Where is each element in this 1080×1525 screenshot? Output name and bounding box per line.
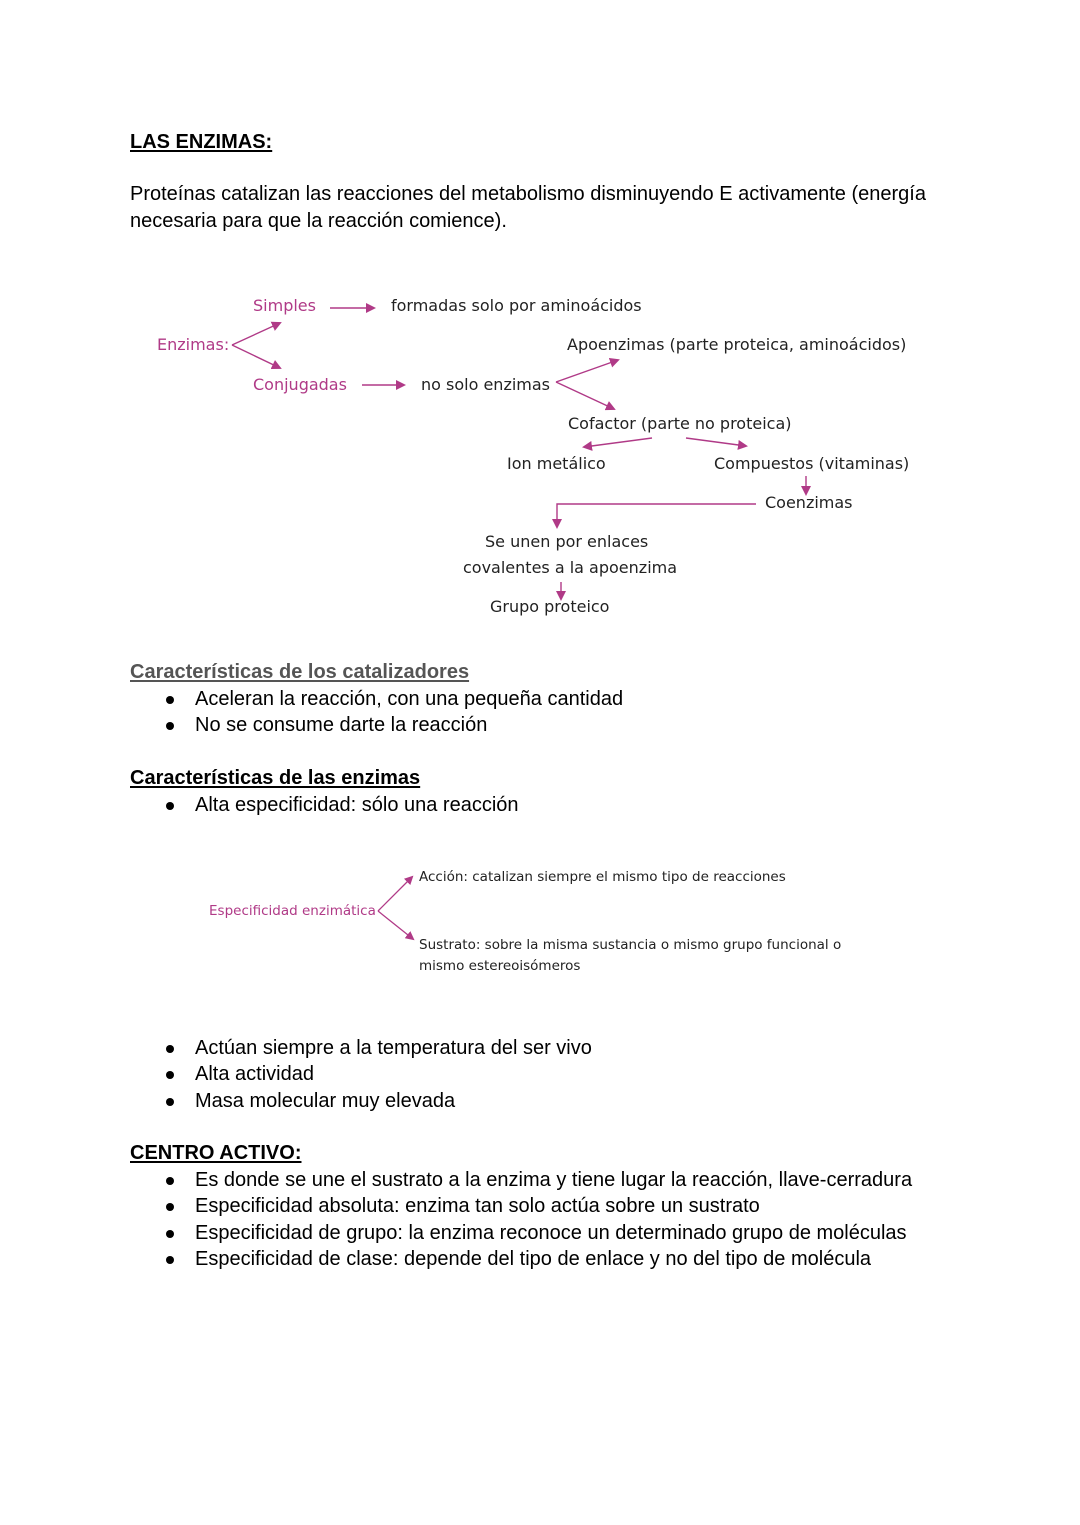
node-enlaces-line-1: Se unen por enlaces (485, 532, 649, 551)
node-conjugadas-desc: no solo enzimas (421, 375, 551, 394)
node-conjugadas: Conjugadas (253, 375, 347, 394)
centro-activo-heading: CENTRO ACTIVO: (130, 1142, 302, 1164)
list-item: No se consume darte la reacción (130, 712, 623, 738)
intro-line-2: necesaria para que la reacción comience). (130, 210, 507, 232)
list-item: Alta actividad (130, 1061, 592, 1087)
centro-activo-list (130, 1167, 912, 1273)
node-coenzimas: Coenzimas (765, 493, 853, 512)
list-item: Es donde se une el sustrato a la enzima y tiene lugar la reacción, llave-cerradura (130, 1167, 912, 1193)
list-item: Masa molecular muy elevada (130, 1088, 592, 1114)
especificidad-accion: Acción: catalizan siempre el mismo tipo de reacciones (419, 869, 786, 885)
list-item: Especificidad de clase: depende del tipo de enlace y no del tipo de molécula (130, 1246, 912, 1272)
especificidad-sustrato-line-2: mismo estereoisómeros (419, 958, 581, 974)
list-item: Especificidad de grupo: la enzima reconoce un determinado grupo de moléculas (130, 1220, 912, 1246)
intro-line-1: Proteínas catalizan las reacciones del metabolismo disminuyendo E activamente (energía (130, 183, 926, 205)
node-enlaces-line-2: covalentes a la apoenzima (463, 558, 678, 577)
especificidad-sustrato-line-1: Sustrato: sobre la misma sustancia o mismo grupo funcional o (419, 937, 842, 953)
node-ion-metalico: Ion metálico (507, 454, 606, 473)
enzimas-heading: Características de las enzimas (130, 767, 421, 789)
node-cofactor: Cofactor (parte no proteica) (568, 414, 792, 433)
catalizadores-list (130, 686, 623, 739)
enzimas-list-bottom (130, 1035, 592, 1114)
list-item: Actúan siempre a la temperatura del ser vivo (130, 1035, 592, 1061)
node-simples: Simples (253, 296, 316, 315)
page-title: LAS ENZIMAS: (130, 131, 273, 153)
node-simples-desc: formadas solo por aminoácidos (391, 296, 642, 315)
node-grupo-proteico: Grupo proteico (490, 597, 610, 616)
list-item: Especificidad absoluta: enzima tan solo actúa sobre un sustrato (130, 1193, 912, 1219)
node-enzimas: Enzimas: (157, 335, 230, 354)
especificidad-root: Especificidad enzimática (209, 903, 376, 919)
node-compuestos: Compuestos (vitaminas) (714, 454, 910, 473)
list-item: Alta especificidad: sólo una reacción (130, 792, 519, 818)
node-apoenzimas: Apoenzimas (parte proteica, aminoácidos) (567, 335, 907, 354)
enzimas-list-top (130, 792, 519, 818)
catalizadores-heading: Características de los catalizadores (130, 661, 470, 683)
list-item: Aceleran la reacción, con una pequeña cantidad (130, 686, 623, 712)
